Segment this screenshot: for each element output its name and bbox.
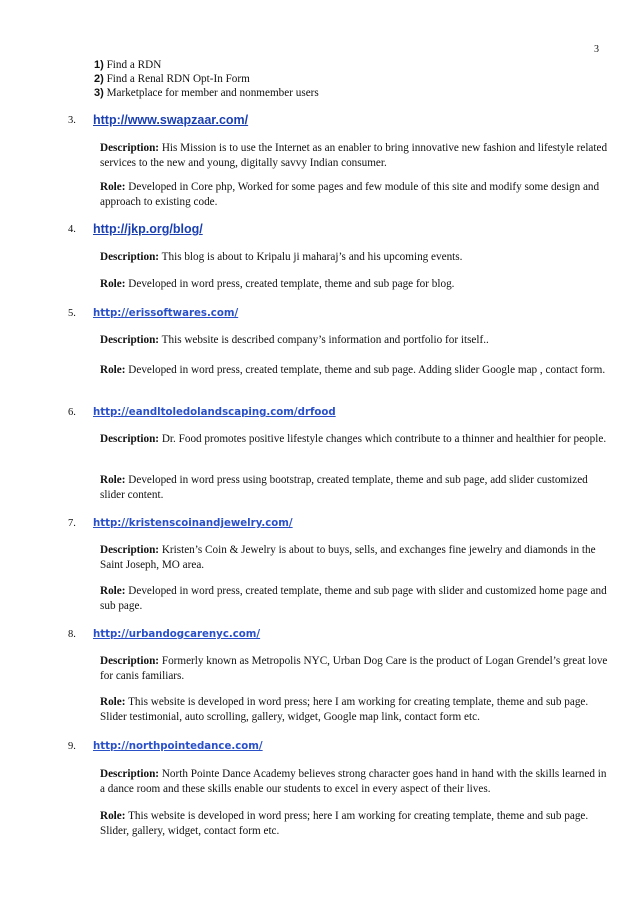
page-number: 3 <box>594 44 599 55</box>
project-role: Role: Developed in word press, created template, theme and sub page with slider and customized home page and sub page. <box>100 585 607 612</box>
project-role: Role: Developed in word press using bootstrap, created template, theme and sub page, add slider customized slider content. <box>100 474 588 501</box>
intro-item: 1) Find a RDN <box>94 59 162 71</box>
project-description: Description: This blog is about to Kripalu ji maharaj’s and his upcoming events. <box>100 251 463 263</box>
project-link[interactable]: http://urbandogcarenyc.com/ <box>93 629 261 640</box>
project-description: Description: Kristen’s Coin & Jewelry is about to buys, sells, and exchanges fine jewelry and diamonds in the Saint Joseph, MO area. <box>100 544 596 571</box>
intro-item: 3) Marketplace for member and nonmember users <box>94 87 319 99</box>
project-description: Description: North Pointe Dance Academy believes strong character goes hand in hand with the skills learned in a dance room and these skills enable our students to excel in every aspect of their lives. <box>100 768 607 795</box>
intro-item: 2) Find a Renal RDN Opt-In Form <box>94 73 250 85</box>
project-number: 4. <box>68 224 76 235</box>
project-role: Role: Developed in word press, created template, theme and sub page. Adding slider Google map , contact form. <box>100 364 606 376</box>
project-number: 6. <box>68 407 76 418</box>
project-description: Description: Dr. Food promotes positive lifestyle changes which contribute to a thinner and healthier for people. <box>100 433 607 445</box>
project-description: Description: His Mission is to use the Internet as an enabler to bring innovative new fashion and lifestyle related services to the new and young, digitally savvy Indian consumer. <box>100 142 608 169</box>
project-role: Role: Developed in word press, created template, theme and sub page for blog. <box>100 278 455 290</box>
project-number: 3. <box>68 115 76 126</box>
project-link[interactable]: http://erissoftwares.com/ <box>93 308 239 319</box>
project-link[interactable]: http://jkp.org/blog/ <box>93 222 203 236</box>
project-link[interactable]: http://eandltoledolandscaping.com/drfood <box>93 407 336 418</box>
project-role: Role: Developed in Core php, Worked for some pages and few module of this site and modify some design and approach to existing code. <box>100 181 600 208</box>
project-link[interactable]: http://northpointedance.com/ <box>93 741 263 752</box>
project-link[interactable]: http://kristenscoinandjewelry.com/ <box>93 518 293 529</box>
intro-list <box>94 58 319 100</box>
project-number: 8. <box>68 629 76 640</box>
project-role: Role: This website is developed in word press; here I am working for creating template, theme and sub page. Slider testimonial, auto scrolling, gallery, widget, Google map link, contact form etc. <box>100 696 589 723</box>
project-number: 5. <box>68 308 76 319</box>
project-description: Description: Formerly known as Metropolis NYC, Urban Dog Care is the product of Logan Grendel’s great love for canis familiars. <box>100 655 608 682</box>
project-number: 7. <box>68 518 76 529</box>
project-link[interactable]: http://www.swapzaar.com/ <box>93 113 249 127</box>
project-number: 9. <box>68 741 76 752</box>
project-description: Description: This website is described company’s information and portfolio for itself.. <box>100 334 489 346</box>
project-role: Role: This website is developed in word press; here I am working for creating template, theme and sub page. Slider, gallery, widget, contact form etc. <box>100 810 589 837</box>
